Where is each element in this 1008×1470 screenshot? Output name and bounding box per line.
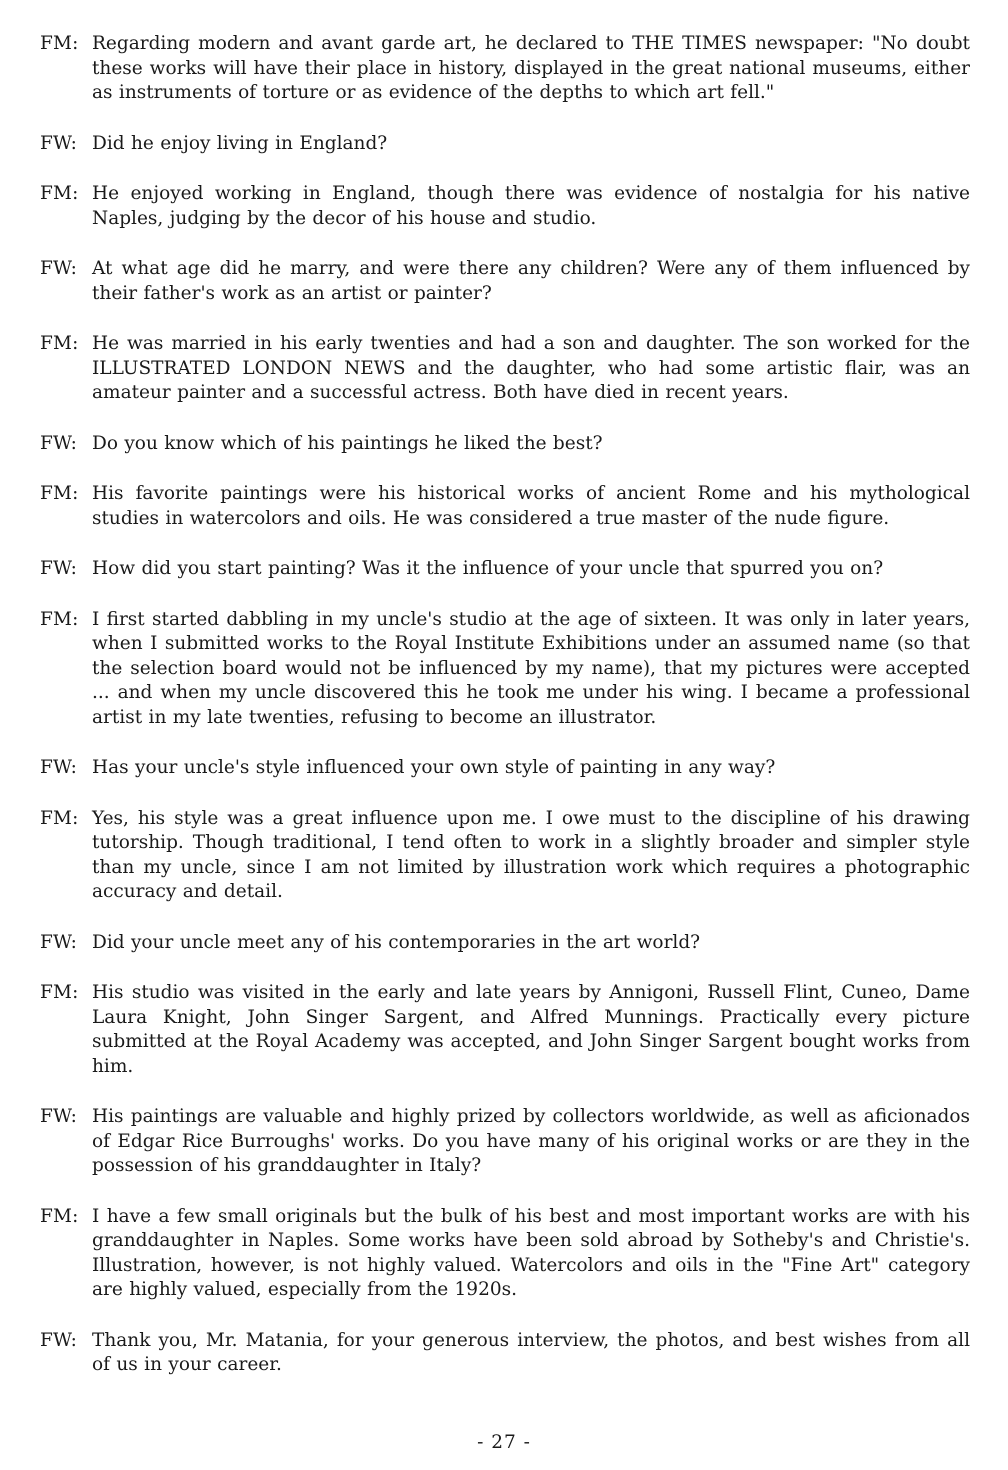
speaker-label: FM: (40, 483, 79, 504)
entry-text: I have a few small originals but the bulk of his best and most important works are with his granddaughter in Naples. Some works have been sold abroad by Sotheby's and Christie's. Illustration, however, is not highly valued. Watercolors and oils in the "Fine Art" category are highly valued, especially from the 1920s. (92, 1205, 970, 1300)
transcript-entry (40, 32, 970, 106)
transcript-entry (40, 132, 970, 157)
entry-text: Has your uncle's style influenced your own style of painting in any way? (92, 757, 776, 778)
entry-text: Yes, his style was a great influence upon me. I owe must to the discipline of his drawing tutorship. Though traditional, I tend often to work in a slightly broader and simpler style than my uncle, since I am not limited by illustration work which requires a photographic accuracy and detail. (92, 807, 970, 902)
speaker-label: FW: (40, 558, 78, 579)
speaker-label: FW: (40, 1106, 78, 1127)
transcript-entry (40, 182, 970, 231)
entry-text: He enjoyed working in England, though there was evidence of nostalgia for his native Naples, judging by the decor of his house and studio. (92, 183, 970, 229)
speaker-label: FM: (40, 807, 79, 829)
transcript-entry (40, 1329, 970, 1378)
entry-text: He was married in his early twenties and had a son and daughter. The son worked for the ILLUSTRATED LONDON NEWS and the daughter, who had some artistic flair, was an amateur painter and a successful actress. Both have died in recent years. (92, 333, 970, 403)
transcript-entry (40, 981, 970, 1079)
transcript-entry (40, 257, 970, 306)
entry-text: Thank you, Mr. Matania, for your generous interview, the photos, and best wishes from all of us in your career. (92, 1329, 970, 1375)
transcript-entry (40, 756, 970, 781)
speaker-label: FM: (40, 333, 79, 354)
speaker-label: FM: (40, 1205, 79, 1227)
transcript-entry (40, 608, 970, 731)
speaker-label: FW: (40, 258, 78, 279)
entry-text: Did your uncle meet any of his contemporaries in the art world? (92, 931, 701, 953)
speaker-label: FM: (40, 608, 79, 630)
speaker-label: FM: (40, 982, 79, 1003)
speaker-label: FM: (40, 183, 79, 204)
transcript-entry (40, 482, 970, 531)
transcript-entry (40, 332, 970, 406)
transcript-entry (40, 1205, 970, 1303)
transcript-entry (40, 432, 970, 457)
speaker-label: FW: (40, 1329, 78, 1351)
entry-text: I first started dabbling in my uncle's studio at the age of sixteen. It was only in later years, when I submitted works to the Royal Institute Exhibitions under an assumed name (so that the selection board would not be influenced by my name), that my pictures were accepted ... and when my uncle discovered this he took me under his wing. I became a professional artist in my late twenties, refusing to become an illustrator. (92, 608, 970, 728)
entry-text: How did you start painting? Was it the influence of your uncle that spurred you on? (92, 558, 884, 579)
speaker-label: FW: (40, 132, 78, 154)
entry-text: Did he enjoy living in England? (92, 132, 388, 154)
entry-text: His paintings are valuable and highly prized by collectors worldwide, as well as aficionados of Edgar Rice Burroughs' works. Do you have many of his original works or are they in the possession of his granddaughter in Italy? (92, 1106, 970, 1176)
transcript-entry (40, 557, 970, 582)
speaker-label: FW: (40, 757, 78, 778)
page-number: - 27 - (477, 1432, 531, 1453)
entry-text: His favorite paintings were his historical works of ancient Rome and his mythological studies in watercolors and oils. He was considered a true master of the nude figure. (92, 483, 970, 529)
entry-text: Regarding modern and avant garde art, he declared to THE TIMES newspaper: "No doubt these works will have their place in history, displayed in the great national museums, either as instruments of torture or as evidence of the depths to which art fell." (92, 33, 970, 103)
speaker-label: FW: (40, 931, 78, 953)
entry-text: At what age did he marry, and were there any children? Were any of them influenced by their father's work as an artist or painter? (92, 258, 970, 304)
entry-text: His studio was visited in the early and late years by Annigoni, Russell Flint, Cuneo, Dame Laura Knight, John Singer Sargent, and Alfred Munnings. Practically every picture submitted at the Royal Academy was accepted, and John Singer Sargent bought works from him. (92, 982, 970, 1077)
transcript-entry (40, 807, 970, 905)
transcript-entry (40, 931, 970, 956)
transcript-entry (40, 1105, 970, 1179)
speaker-label: FM: (40, 33, 79, 54)
entry-text: Do you know which of his paintings he liked the best? (92, 432, 603, 454)
interview-transcript (40, 32, 970, 1404)
speaker-label: FW: (40, 432, 78, 454)
